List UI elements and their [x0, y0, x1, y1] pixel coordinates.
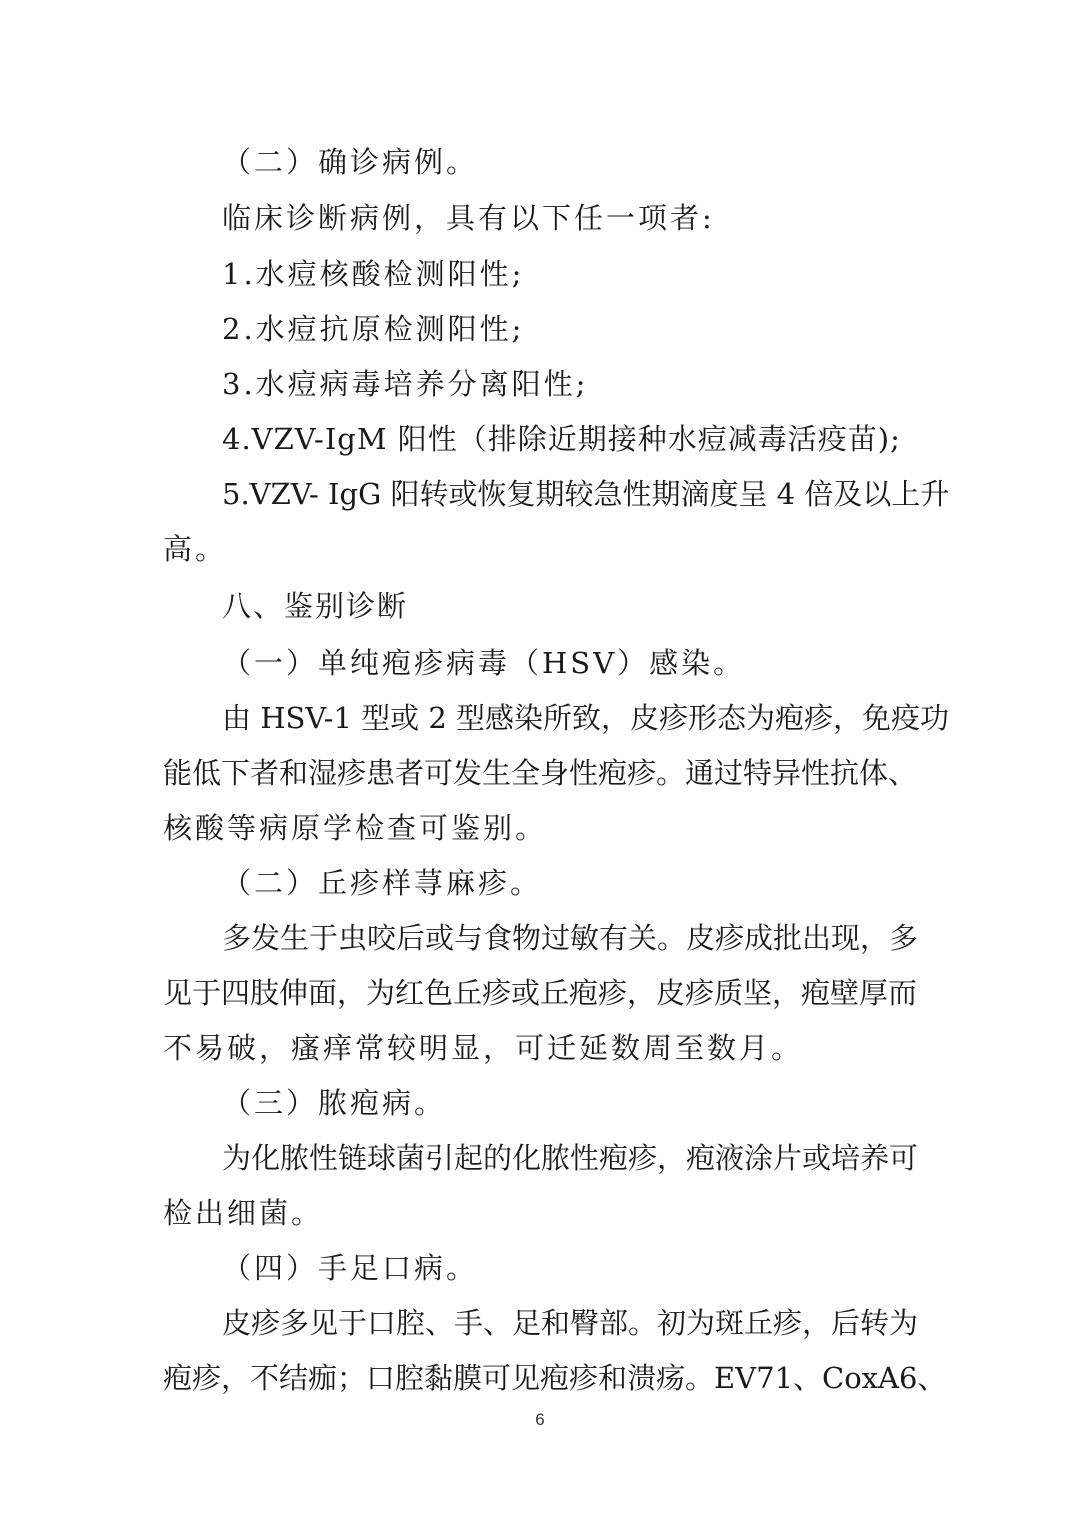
paragraph-line: 临床诊断病例，具有以下任一项者:	[222, 201, 715, 235]
subheading-impetigo: （三）脓疱病。	[222, 1086, 447, 1120]
paragraph-line: 检出细菌。	[163, 1196, 324, 1230]
paragraph-line: 为化脓性链球菌引起的化脓性疱疹，疱液涂片或培养可	[222, 1141, 919, 1175]
paragraph-line: 多发生于虫咬后或与食物过敏有关。皮疹成批出现，多	[222, 921, 919, 955]
list-item: 4.VZV-IgM 阳性（排除近期接种水痘减毒活疫苗);	[222, 422, 901, 456]
list-item: 5.VZV- IgG 阳转或恢复期较急性期滴度呈 4 倍及以上升	[222, 477, 950, 511]
paragraph-line: 不易破，瘙痒常较明显，可迁延数周至数月。	[163, 1031, 804, 1065]
section-heading-differential-diagnosis: 八、鉴别诊断	[222, 589, 409, 623]
paragraph-line: 皮疹多见于口腔、手、足和臀部。初为斑丘疹，后转为	[222, 1306, 919, 1340]
list-item: 1.水痘核酸检测阳性;	[222, 257, 525, 291]
paragraph-line: 见于四肢伸面，为红色丘疹或丘疱疹，皮疹质坚，疱壁厚而	[163, 976, 918, 1010]
paragraph-line: 能低下者和湿疹患者可发生全身性疱疹。通过特异性抗体、	[163, 756, 918, 790]
page-number: 6	[535, 1410, 545, 1429]
list-item: 2.水痘抗原检测阳性;	[222, 312, 525, 346]
subheading-papular-urticaria: （二）丘疹样荨麻疹。	[222, 866, 543, 900]
list-item-continuation: 高。	[163, 532, 228, 566]
paragraph-line: 核酸等病原学检查可鉴别。	[163, 811, 548, 845]
paragraph-line: 由 HSV-1 型或 2 型感染所致，皮疹形态为疱疹，免疫功	[222, 701, 950, 735]
subheading-confirmed-cases: （二）确诊病例。	[222, 145, 479, 179]
list-item: 3.水痘病毒培养分离阳性;	[222, 367, 589, 401]
subheading-hsv: （一）单纯疱疹病毒（HSV）感染。	[222, 646, 746, 680]
paragraph-line: 疱疹，不结痂；口腔黏膜可见疱疹和溃疡。EV71、CoxA6、	[163, 1361, 947, 1395]
subheading-hfmd: （四）手足口病。	[222, 1251, 479, 1285]
